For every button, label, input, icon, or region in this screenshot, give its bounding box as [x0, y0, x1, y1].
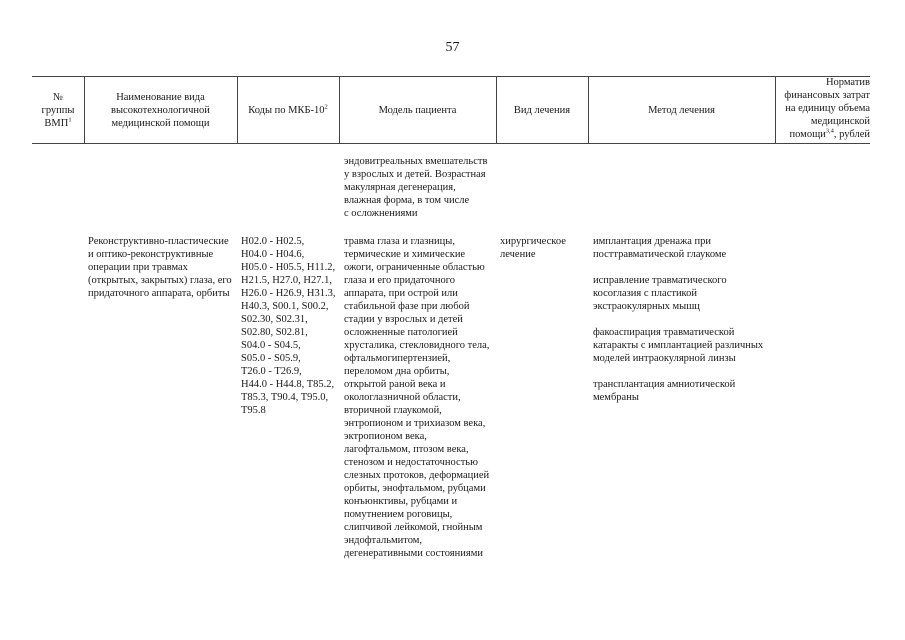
icd-codes: H02.0 - H02.5, H04.0 - H04.6, H05.0 - H05.5, H11.2, H21.5, H27.0, H27.1, H26.0 - H26.9, H31.3, H40.3, S00.1, S00.2, S02.30, S02.31, S02.80, S02.81, S04.0 - S04.5, S05.0 - S05.9, T26.0 - T26.9, H44.0 - H44.8, T85.2, T85.3, T90.4, T95.0, T95.8	[241, 236, 336, 416]
header-care-type: Наименование вида высокотехнологичной медицинской помощи	[111, 92, 210, 129]
header-bottom-rule	[32, 143, 870, 144]
method-item: имплантация дренажа при	[593, 236, 712, 247]
method-item: катаракты с имплантацией различных	[593, 340, 764, 351]
method-item: факоаспирация травматической	[593, 327, 735, 338]
method-item: косоглазия с пластикой	[593, 288, 697, 299]
header-icd-codes: Коды по МКБ-$10^2$	[248, 103, 328, 116]
method-item: экстраокулярных мышц	[593, 301, 700, 312]
method-item: посттравматической глаукоме	[593, 249, 727, 260]
continuation-text: эндовитреальных вмешательств у взрослых и детей. Возрастная макулярная дегенерация, влажная форма, в том числе с осложнениями	[344, 156, 488, 219]
care-type-name: Реконструктивно-пластические и оптико-реконструктивные операции при травмах (открытых, закрытых) глаза, его придаточного аппарата, орбиты	[88, 236, 232, 299]
header-treatment-type: Вид лечения	[513, 105, 571, 116]
header-treatment-method: Метод лечения	[648, 105, 715, 116]
method-item: исправление травматического	[593, 275, 727, 286]
method-item: моделей интраокулярной линзы	[593, 353, 736, 364]
method-item: трансплантация амниотической	[593, 379, 736, 390]
header-cost-standard: Норматив финансовых затрат на единицу объема медицинской помощи$^{3,4}$, рублей	[784, 77, 870, 140]
method-item: мембраны	[593, 392, 639, 403]
patient-model: травма глаза и глазницы, термические и химические ожоги, ограниченные областью глаза и его придаточного аппарата, при острой или стабильной фазе при любой стадии у взрослых и детей осложненные патологией хрусталика, стекловидного тела, офтальмогипертензией, переломом дна орбиты, открытой раной века и окологлазничной области, вторичной глаукомой, энтропионом и трихиазом века, эктропионом века, лагофтальмом, птозом века, стенозом и недостаточностью слезных протоков, деформацией орбиты, энофтальмом, рубцами конъюнктивы, рубцами и помутнением роговицы, слипчивой лейкомой, гнойным эндофтальмитом, дегенеративными состояниями	[344, 236, 490, 559]
treatment-methods	[593, 235, 763, 404]
treatment-type: хирургическое лечение	[500, 236, 566, 260]
header-group-number: № группы ВМП$^1$	[41, 92, 75, 129]
table-top-rule	[32, 76, 870, 77]
page-number: 57	[445, 40, 460, 55]
header-patient-model: Модель пациента	[378, 105, 457, 116]
